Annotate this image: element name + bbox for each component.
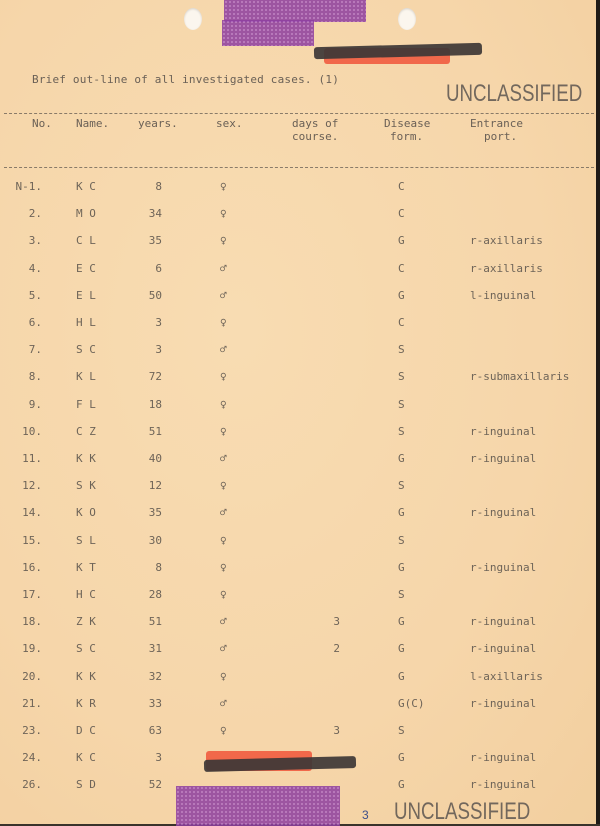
cell-name: S C bbox=[76, 642, 96, 656]
cell-form: G bbox=[398, 288, 405, 302]
purple-stamp-top bbox=[224, 0, 366, 22]
table-row bbox=[0, 697, 596, 717]
cell-sex: ♂ bbox=[220, 506, 227, 520]
cell-years: 31 bbox=[148, 642, 162, 656]
cell-sex: ♀ bbox=[220, 724, 227, 737]
cell-port: l-inguinal bbox=[470, 288, 537, 302]
cell-years: 51 bbox=[148, 424, 162, 438]
cell-sex: ♀ bbox=[220, 533, 227, 547]
cell-years: 63 bbox=[148, 724, 162, 737]
cell-form: G bbox=[398, 506, 405, 520]
table-row bbox=[0, 506, 596, 526]
cell-name: K C bbox=[76, 180, 96, 193]
cell-sex: ♀ bbox=[220, 560, 227, 574]
cell-years: 18 bbox=[148, 397, 162, 411]
cell-form: C bbox=[398, 316, 405, 329]
cell-years: 33 bbox=[148, 696, 162, 710]
cell-name: S D bbox=[76, 778, 96, 792]
col-header-form bbox=[384, 117, 430, 143]
cell-years: 3 bbox=[155, 343, 162, 357]
cell-no: 11. bbox=[22, 452, 42, 465]
cell-sex: ♀ bbox=[220, 316, 227, 329]
table-row bbox=[0, 180, 596, 200]
cell-no: 8. bbox=[28, 370, 42, 384]
cell-form: G bbox=[398, 615, 405, 629]
col-header-sex: sex. bbox=[216, 117, 243, 130]
cell-form: C bbox=[398, 207, 405, 221]
cell-form: C bbox=[398, 180, 405, 193]
cell-years: 30 bbox=[148, 533, 162, 547]
cell-port: r-inguinal bbox=[470, 642, 537, 656]
table-row bbox=[0, 670, 596, 690]
cell-name: H L bbox=[76, 316, 96, 329]
cell-sex: ♂ bbox=[220, 261, 227, 275]
cell-name: D C bbox=[76, 724, 96, 737]
col-header-name: Name. bbox=[76, 117, 110, 130]
table-row bbox=[0, 343, 596, 363]
col-header-days-line2: course. bbox=[292, 130, 339, 143]
cell-sex: ♀ bbox=[220, 370, 227, 384]
cell-years: 52 bbox=[148, 778, 162, 792]
cell-form: G bbox=[398, 234, 405, 248]
cell-port: r-axillaris bbox=[470, 234, 543, 248]
cell-years: 35 bbox=[148, 234, 162, 248]
cell-name: S K bbox=[76, 479, 96, 493]
cell-sex: ♀ bbox=[220, 588, 227, 601]
header-rule-bottom bbox=[4, 167, 594, 168]
cell-years: 12 bbox=[148, 479, 162, 493]
cell-years: 28 bbox=[148, 588, 162, 601]
cell-name: K C bbox=[76, 751, 96, 765]
cell-port: r-inguinal bbox=[470, 615, 537, 629]
cell-sex: ♀ bbox=[220, 424, 227, 438]
cell-port: r-inguinal bbox=[470, 452, 537, 465]
punch-hole-right bbox=[398, 8, 416, 30]
cell-form: G bbox=[398, 669, 405, 683]
cell-form: G bbox=[398, 452, 405, 465]
cell-form: S bbox=[398, 370, 405, 384]
cell-name: M O bbox=[76, 207, 96, 221]
cell-no: 20. bbox=[22, 669, 42, 683]
col-header-port bbox=[470, 117, 523, 143]
table-row bbox=[0, 316, 596, 336]
cell-no: 7. bbox=[28, 343, 42, 357]
cell-no: 23. bbox=[22, 724, 42, 737]
cell-years: 3 bbox=[155, 316, 162, 329]
cell-years: 32 bbox=[148, 669, 162, 683]
table-row bbox=[0, 615, 596, 635]
cell-sex: ♀ bbox=[220, 397, 227, 411]
cell-sex: ♂ bbox=[220, 642, 227, 656]
table-row bbox=[0, 398, 596, 418]
cell-port: l-axillaris bbox=[470, 669, 543, 683]
cell-sex: ♂ bbox=[220, 615, 227, 629]
table-row bbox=[0, 561, 596, 581]
scan-border bbox=[596, 0, 600, 826]
cell-form: S bbox=[398, 397, 405, 411]
cell-form: S bbox=[398, 724, 405, 737]
cell-port: r-inguinal bbox=[470, 424, 537, 438]
table-row bbox=[0, 452, 596, 472]
document-title: Brief out-line of all investigated cases. (1) bbox=[32, 73, 340, 86]
cell-no: 19. bbox=[22, 642, 42, 656]
purple-stamp-bottom bbox=[176, 786, 340, 826]
unclassified-stamp-bottom: UNCLASSIFIED bbox=[394, 798, 531, 825]
cell-form: G bbox=[398, 778, 405, 792]
col-header-form-line1: Disease bbox=[384, 117, 431, 130]
cell-years: 6 bbox=[155, 261, 162, 275]
cell-sex: ♂ bbox=[220, 288, 227, 302]
cell-name: K K bbox=[76, 452, 96, 465]
cell-years: 50 bbox=[148, 288, 162, 302]
cell-form: S bbox=[398, 424, 405, 438]
cell-sex: ♀ bbox=[220, 479, 227, 493]
cell-name: C L bbox=[76, 234, 96, 248]
table-row bbox=[0, 534, 596, 554]
cell-name: Z K bbox=[76, 615, 96, 629]
table-row bbox=[0, 289, 596, 309]
cell-name: E C bbox=[76, 261, 96, 275]
cell-name: F L bbox=[76, 397, 96, 411]
col-header-days-line1: days of bbox=[292, 117, 339, 130]
cell-no: 16. bbox=[22, 560, 42, 574]
table-row bbox=[0, 425, 596, 445]
cell-sex: ♂ bbox=[220, 343, 227, 357]
col-header-years: years. bbox=[138, 117, 178, 130]
cell-years: 3 bbox=[155, 751, 162, 765]
table-row bbox=[0, 642, 596, 662]
cell-days: 3 bbox=[333, 615, 340, 629]
cell-form: G bbox=[398, 560, 405, 574]
cell-no: 21. bbox=[22, 696, 42, 710]
cell-no: 24. bbox=[22, 751, 42, 765]
table-row bbox=[0, 724, 596, 744]
cell-days: 2 bbox=[333, 642, 340, 656]
cell-form: S bbox=[398, 533, 405, 547]
cell-sex: ♂ bbox=[220, 452, 227, 465]
col-header-port-line1: Entrance bbox=[470, 117, 523, 130]
cell-name: S C bbox=[76, 343, 96, 357]
cell-name: K T bbox=[76, 560, 96, 574]
cell-no: 9. bbox=[28, 397, 42, 411]
table-row bbox=[0, 370, 596, 390]
col-header-days bbox=[292, 117, 338, 143]
cell-no: 18. bbox=[22, 615, 42, 629]
cell-form: G bbox=[398, 751, 405, 765]
cell-no: N-1. bbox=[15, 180, 42, 193]
cell-years: 40 bbox=[148, 452, 162, 465]
cell-years: 34 bbox=[148, 207, 162, 221]
cell-sex: ♀ bbox=[220, 234, 227, 248]
col-header-no: No. bbox=[32, 117, 52, 130]
table-row bbox=[0, 588, 596, 608]
cell-years: 72 bbox=[148, 370, 162, 384]
cell-no: 2. bbox=[28, 207, 42, 221]
cell-years: 8 bbox=[155, 180, 162, 193]
cell-form: G(C) bbox=[398, 696, 425, 710]
cell-name: K R bbox=[76, 696, 96, 710]
cell-name: S L bbox=[76, 533, 96, 547]
cell-name: E L bbox=[76, 288, 96, 302]
page-number: 3 bbox=[362, 808, 369, 822]
cell-no: 5. bbox=[28, 288, 42, 302]
cell-name: H C bbox=[76, 588, 96, 601]
table-row bbox=[0, 262, 596, 282]
cell-name: K L bbox=[76, 370, 96, 384]
cell-port: r-inguinal bbox=[470, 751, 537, 765]
cell-days: 3 bbox=[333, 724, 340, 737]
cell-no: 3. bbox=[28, 234, 42, 248]
cell-no: 10. bbox=[22, 424, 42, 438]
cell-port: r-submaxillaris bbox=[470, 370, 570, 384]
cell-years: 8 bbox=[155, 560, 162, 574]
cell-port: r-inguinal bbox=[470, 696, 537, 710]
cell-sex: ♀ bbox=[220, 669, 227, 683]
table-row bbox=[0, 207, 596, 227]
cell-form: G bbox=[398, 642, 405, 656]
cell-port: r-inguinal bbox=[470, 778, 537, 792]
cell-form: S bbox=[398, 588, 405, 601]
cell-no: 17. bbox=[22, 588, 42, 601]
table-row bbox=[0, 234, 596, 254]
cell-sex: ♀ bbox=[220, 180, 227, 193]
header-rule-top bbox=[4, 113, 594, 114]
cell-years: 51 bbox=[148, 615, 162, 629]
purple-stamp-top-lower bbox=[222, 20, 314, 46]
cell-no: 14. bbox=[22, 506, 42, 520]
cell-no: 26. bbox=[22, 778, 42, 792]
cell-form: C bbox=[398, 261, 405, 275]
cell-no: 6. bbox=[28, 316, 42, 329]
col-header-port-line2: port. bbox=[484, 130, 518, 143]
cell-years: 35 bbox=[148, 506, 162, 520]
cell-no: 15. bbox=[22, 533, 42, 547]
cell-name: K O bbox=[76, 506, 96, 520]
cell-name: K K bbox=[76, 669, 96, 683]
cell-port: r-axillaris bbox=[470, 261, 543, 275]
cell-sex: ♀ bbox=[220, 207, 227, 221]
cell-port: r-inguinal bbox=[470, 560, 537, 574]
cell-form: S bbox=[398, 479, 405, 493]
cell-form: S bbox=[398, 343, 405, 357]
cell-sex: ♂ bbox=[220, 696, 227, 710]
unclassified-stamp-top: UNCLASSIFIED bbox=[446, 80, 583, 107]
cell-port: r-inguinal bbox=[470, 506, 537, 520]
punch-hole-left bbox=[184, 8, 202, 30]
table-row bbox=[0, 479, 596, 499]
col-header-form-line2: form. bbox=[390, 130, 424, 143]
cell-name: C Z bbox=[76, 424, 96, 438]
cell-no: 12. bbox=[22, 479, 42, 493]
cell-no: 4. bbox=[28, 261, 42, 275]
